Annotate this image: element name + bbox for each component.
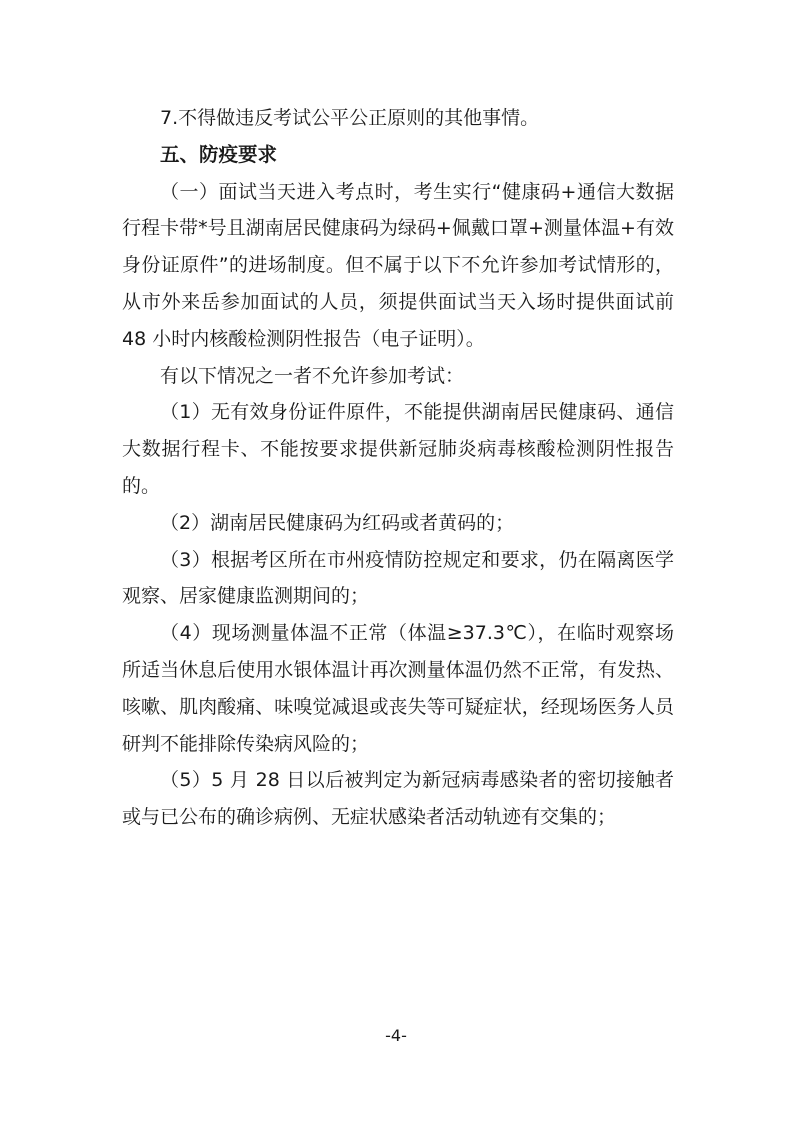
- page-number: -4-: [385, 1026, 407, 1045]
- exclusion-intro-paragraph: 有以下情况之一者不允许参加考试：: [160, 364, 465, 387]
- exclusion-case-2-paragraph: （2）湖南居民健康码为红码或者黄码的；: [160, 511, 515, 534]
- epidemic-item-1-paragraph: （一）面试当天进入考点时，考生实行“健康码+通信大数据行程卡带*号且湖南居民健康码为绿码+佩戴口罩+测量体温+有效身份证原件”的进场制度。但不属于以下不允许参加考试情形的，从市外来岳参加面试的人员，须提供面试当天入场时提供面试前 48 小时内核酸检测阴性报告（电子证明）。: [122, 180, 674, 350]
- exclusion-case-3-paragraph: （3）根据考区所在市州疫情防控规定和要求，仍在隔离医学观察、居家健康监测期间的；: [122, 548, 674, 608]
- exclusion-case-5-paragraph: （5）5 月 28 日以后被判定为新冠病毒感染者的密切接触者或与已公布的确诊病例、无症状感染者活动轨迹有交集的；: [122, 769, 674, 829]
- rule-7-paragraph: 7.不得做违反考试公平公正原则的其他事情。: [160, 107, 540, 129]
- exclusion-case-4-paragraph: （4）现场测量体温不正常（体温≥37.3℃），在临时观察场所适当休息后使用水银体温计再次测量体温仍然不正常，有发热、咳嗽、肌肉酸痛、味嗅觉减退或丧失等可疑症状，经现场医务人员研判不能排除传染病风险的；: [122, 622, 674, 755]
- exclusion-case-1-paragraph: （1）无有效身份证件原件，不能提供湖南居民健康码、通信大数据行程卡、不能按要求提供新冠肺炎病毒核酸检测阴性报告的。: [122, 401, 674, 497]
- document-body: [122, 100, 674, 836]
- section-heading: 五、防疫要求: [160, 142, 278, 166]
